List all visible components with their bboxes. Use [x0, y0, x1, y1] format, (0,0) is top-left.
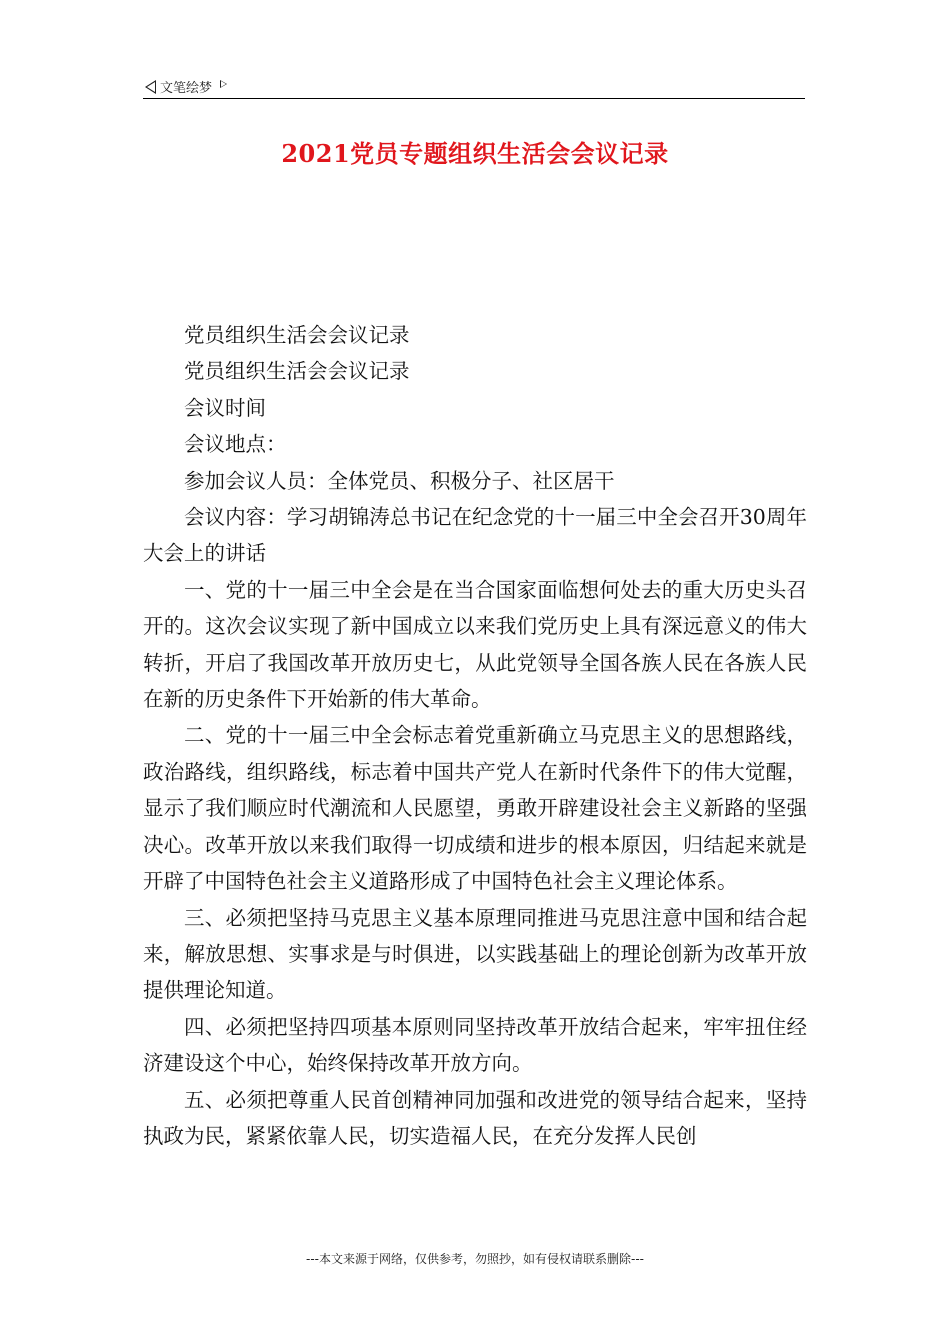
paragraph: 二、党的十一届三中全会标志着党重新确立马克思主义的思想路线，政治路线，组织路线，标志着中国共产党人在新时代条件下的伟大觉醒，显示了我们顺应时代潮流和人民愿望，勇敢开辟建设社会主义新路的坚强决心。改革开放以来我们取得一切成绩和进步的根本原因，归结起来就是开辟了中国特色社会主义道路形成了中国特色社会主义理论体系。: [143, 723, 807, 894]
paragraph: 会议时间: [184, 395, 266, 420]
paragraph: 会议地点：: [184, 432, 287, 457]
brand-text: 文笔绘梦: [160, 81, 213, 96]
document-body: [143, 317, 807, 1154]
paragraph: 一、党的十一届三中全会是在当合国家面临想何处去的重大历史头召开的。这次会议实现了新中国成立以来我们党历史上具有深远意义的伟大转折，开启了我国改革开放历史七，从此党领导全国各族人民在各族人民在新的历史条件下开始新的伟大革命。: [143, 577, 807, 712]
document-title: 2021党员专题组织生活会会议记录: [281, 139, 669, 168]
left-triangle-icon: [145, 80, 156, 94]
paragraph: 会议内容：学习胡锦涛总书记在纪念党的十一届三中全会召开30周年大会上的讲话: [143, 505, 807, 566]
paragraph: 参加会议人员：全体党员、积极分子、社区居干: [184, 468, 615, 493]
page-header: [143, 74, 805, 99]
header-brand: [145, 77, 227, 96]
footer-disclaimer: ---本文来源于网络，仅供参考，勿照抄，如有侵权请联系删除---: [306, 1252, 644, 1266]
paragraph: 三、必须把坚持马克思主义基本原理同推进马克思注意中国和结合起来，解放思想、实事求是与时俱进，以实践基础上的理论创新为改革开放提供理论知道。: [143, 905, 807, 1003]
paragraph: 四、必须把坚持四项基本原则同坚持改革开放结合起来，牢牢扭住经济建设这个中心，始终保持改革开放方向。: [143, 1014, 807, 1076]
paragraph: 五、必须把尊重人民首创精神同加强和改进党的领导结合起来，坚持执政为民，紧紧依靠人民，切实造福人民，在充分发挥人民创: [143, 1087, 807, 1148]
right-triangle-icon: [220, 80, 227, 88]
paragraph: 党员组织生活会会议记录: [184, 359, 410, 384]
paragraph: 党员组织生活会会议记录: [184, 323, 410, 347]
